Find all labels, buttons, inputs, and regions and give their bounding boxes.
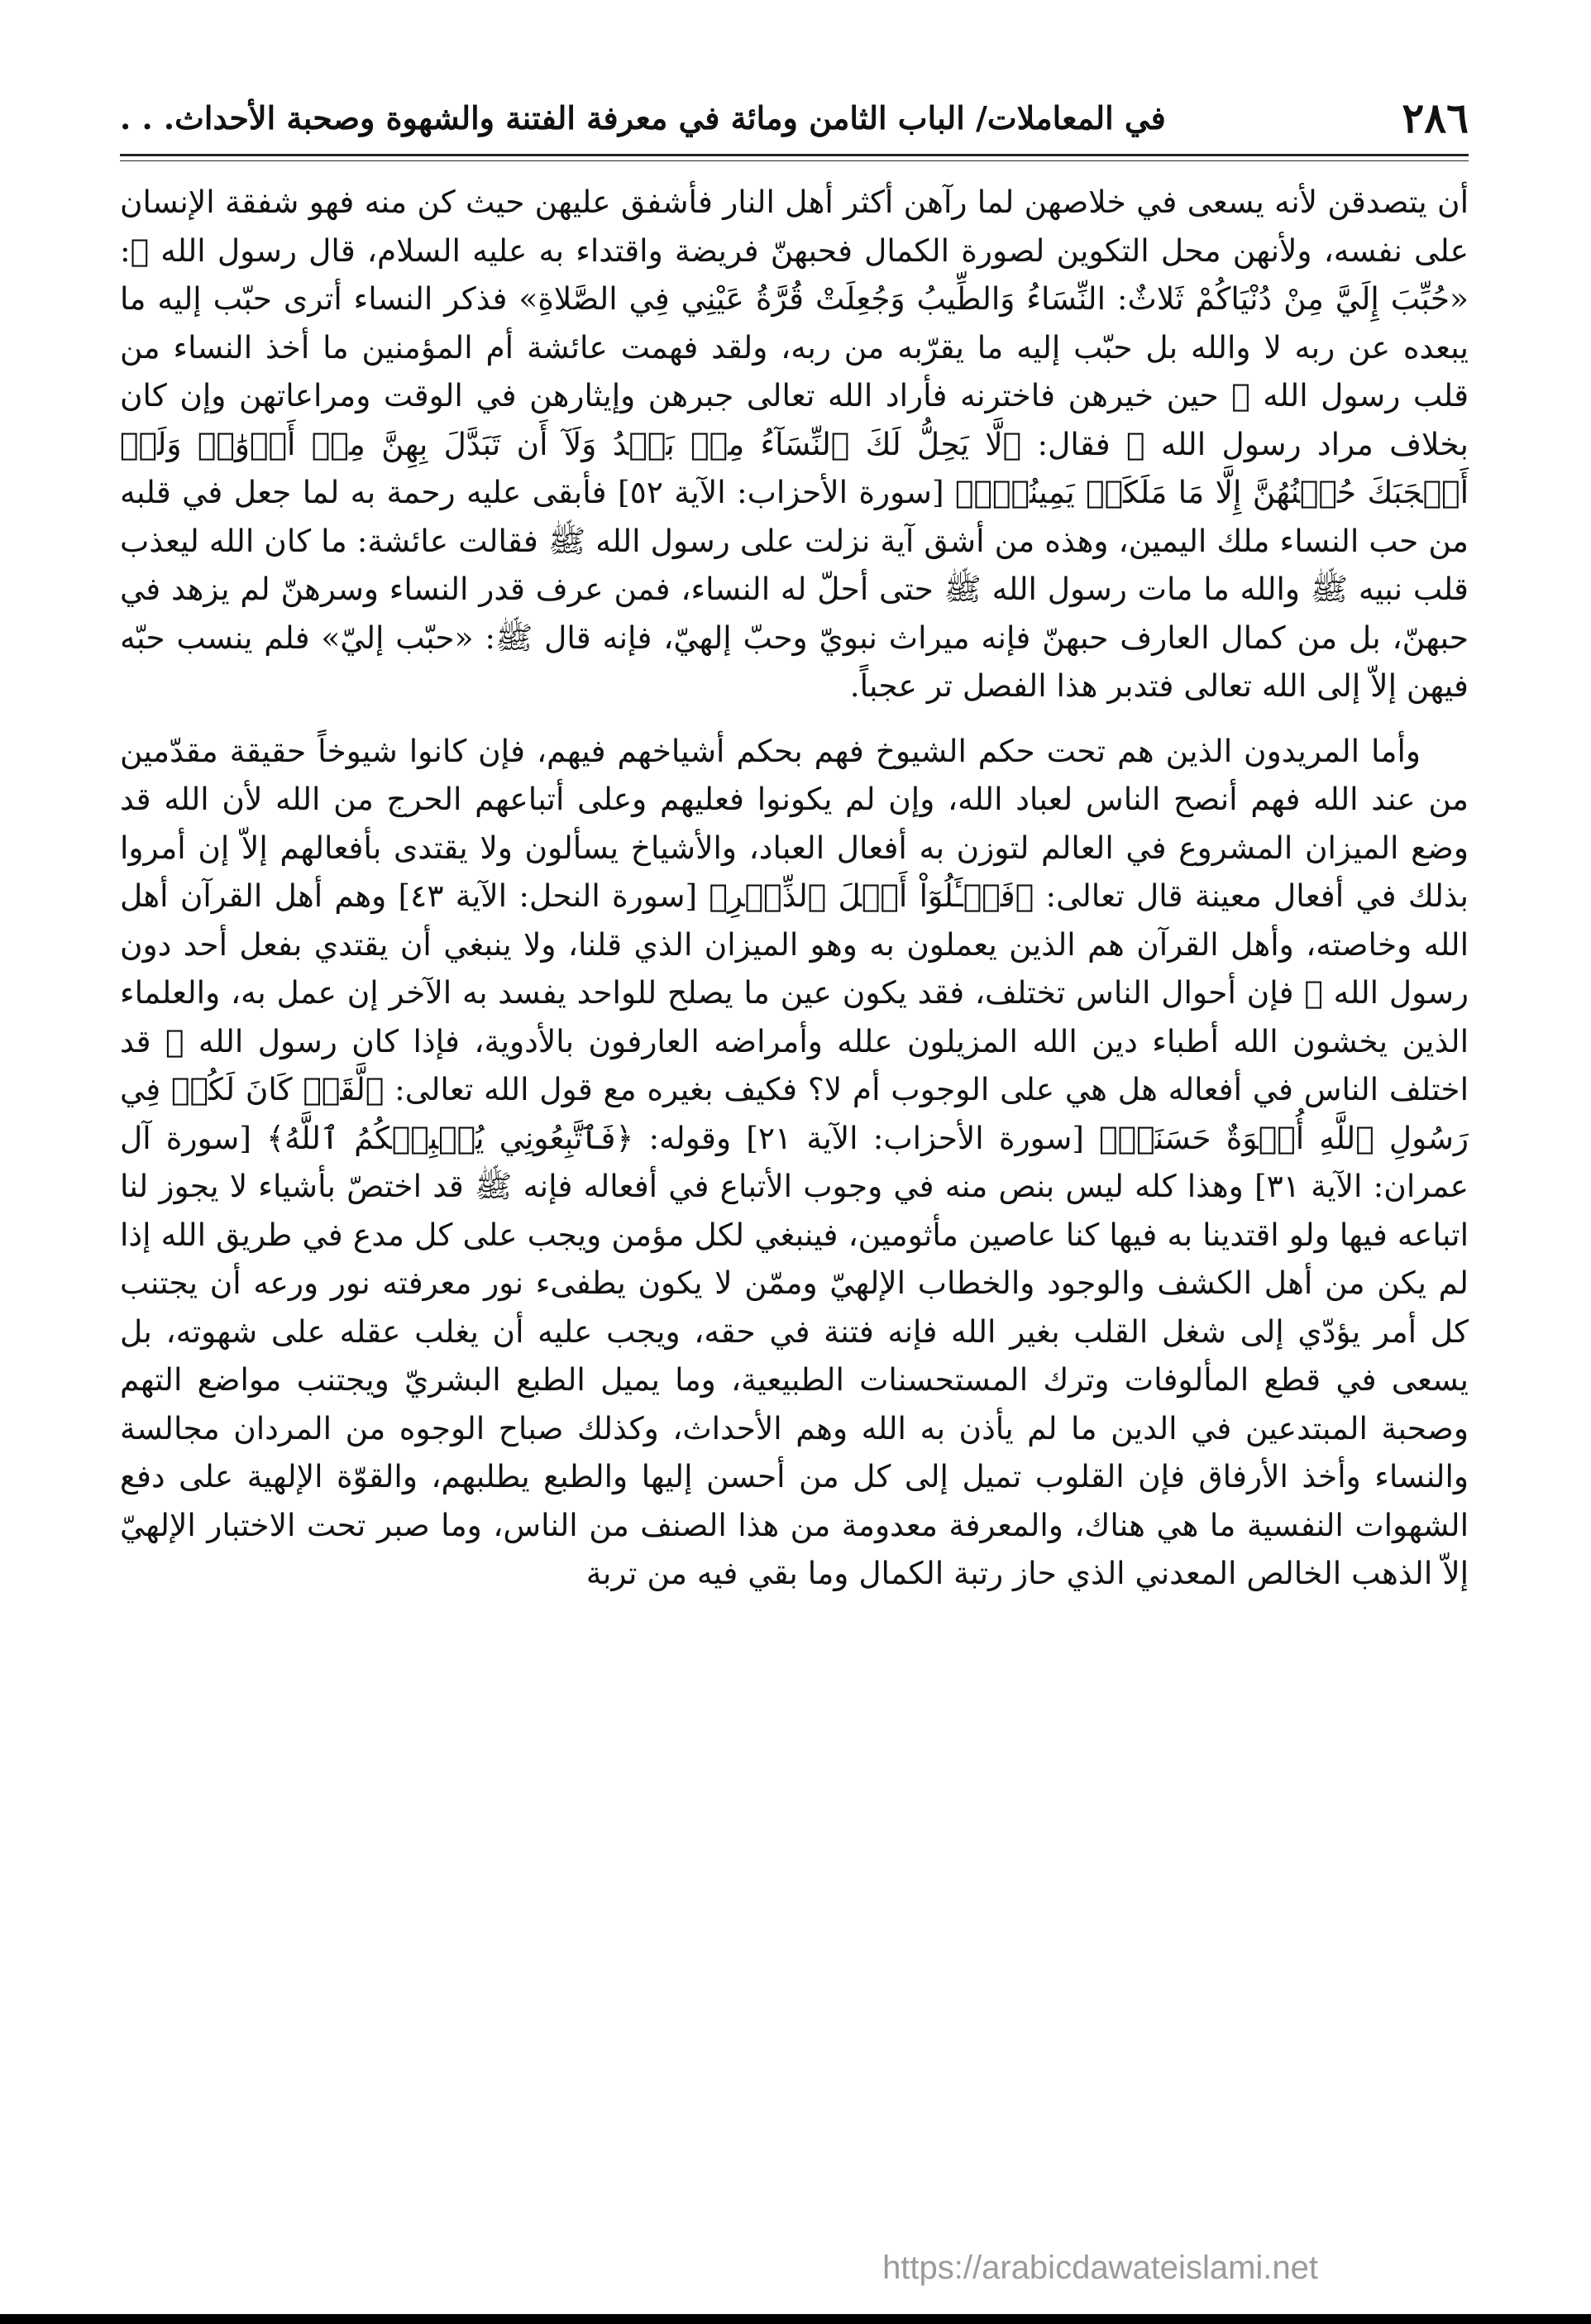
watermark-url: https://arabicdawateislami.net: [882, 2250, 1318, 2286]
page-header: [120, 83, 1469, 152]
page-number: ٢٨٦: [1402, 93, 1469, 142]
running-title: في المعاملات/ الباب الثامن ومائة في معرفة الفتنة والشهوة وصحبة الأحداث. . .: [120, 98, 1166, 136]
header-rule: [120, 154, 1469, 156]
bottom-border: [0, 2314, 1591, 2324]
paragraph-2: وأما المريدون الذين هم تحت حكم الشيوخ فهم بحكم أشياخهم فيهم، فإن كانوا شيوخاً حقيقة مقدّمين من عند الله فهم أنصح الناس لعباد الله، وإن لم يكونوا فعليهم وعلى أتباعهم الحرج من الله لأن الله قد وضع الميزان المشروع في العالم لتوزن به أفعال العباد، والأشياخ يسألون ولا يقتدى بأفعالهم إلاّ إن أمروا بذلك في أفعال معينة قال تعالى: ﴿فَسۡـَٔلُوٓاْ أَهۡلَ ٱلذِّكۡرِ﴾ [سورة النحل: الآية ٤٣] وهم أهل القرآن أهل الله وخاصته، وأهل القرآن هم الذين يعملون به وهو الميزان الذي قلنا، ولا ينبغي أن يقتدي بفعل أحد دون رسول الله ﷺ فإن أحوال الناس تختلف، فقد يكون عين ما يصلح للواحد يفسد به الآخر إن عمل به، والعلماء الذين يخشون الله أطباء دين الله المزيلون علله وأمراضه العارفون بالأدوية، فإذا كان رسول الله ﷺ قد اختلف الناس في أفعاله هل هي على الوجوب أم لا؟ فكيف بغيره مع قول الله تعالى: ﴿لَّقَدۡ كَانَ لَكُمۡ فِي رَسُولِ ٱللَّهِ أُسۡوَةٌ حَسَنَةٞ﴾ [سورة الأحزاب: الآية ٢١] وقوله: ﴿فَٱتَّبِعُونِي يُحۡبِبۡكُمُ ٱللَّهُ﴾ [سورة آل عمران: الآية ٣١] وهذا كله ليس بنص منه في وجوب الأتباع في أفعاله فإنه ﷺ قد اختصّ بأشياء لا يجوز لنا اتباعه فيها ولو اقتدينا به فيها كنا عاصين مأثومين، فينبغي لكل مؤمن ويجب على كل مدع في طريق الله إذا لم يكن من أهل الكشف والوجود والخطاب الإلهيّ وممّن لا يكون يطفىء نور معرفته نور ورعه أن يجتنب كل أمر يؤدّي إلى شغل القلب بغير الله فإنه فتنة في حقه، ويجب عليه أن يغلب عقله على شهوته، بل يسعى في قطع المألوفات وترك المستحسنات الطبيعية، وما يميل الطبع البشريّ ويجتنب مواضع التهم وصحبة المبتدعين في الدين ما لم يأذن به الله وهم الأحداث، وكذلك صباح الوجوه من المردان مجالسة والنساء وأخذ الأرفاق فإن القلوب تميل إلى كل من أحسن إليها والطبع يطلبهم، والقوّة الإلهية على دفع الشهوات النفسية ما هي هناك، والمعرفة معدومة من هذا الصنف من الناس، وما صبر تحت الاختبار الإلهيّ إلاّ الذهب الخالص المعدني الذي حاز رتبة الكمال وما بقي فيه من تربة: [120, 732, 1469, 1591]
header-rule-thin: [120, 160, 1469, 161]
paragraph-1: أن يتصدقن لأنه يسعى في خلاصهن لما رآهن أكثر أهل النار فأشفق عليهن حيث كن منه فهو شفقة الإنسان على نفسه، ولأنهن محل التكوين لصورة الكمال فحبهنّ فريضة واقتداء به عليه السلام، قال رسول الله ﷺ: «حُبِّبَ إِلَيَّ مِنْ دُنْيَاكُمْ ثَلاثٌ: النِّسَاءُ وَالطِّيبُ وَجُعِلَتْ قُرَّةُ عَيْنِي فِي الصَّلاةِ» فذكر النساء أترى حبّب إليه ما يبعده عن ربه لا والله بل حبّب إليه ما يقرّبه من ربه، ولقد فهمت عائشة أم المؤمنين ما أخذ النساء من قلب رسول الله ﷺ حين خيرهن فاخترنه فأراد الله تعالى جبرهن وإيثارهن في الوقت ومراعاتهن وإن كان بخلاف مراد رسول الله ﷺ فقال: ﴿لَّا يَحِلُّ لَكَ ٱلنِّسَآءُ مِنۢ بَعۡدُ وَلَآ أَن تَبَدَّلَ بِهِنَّ مِنۡ أَزۡوَٰجٖ وَلَوۡ أَعۡجَبَكَ حُسۡنُهُنَّ إِلَّا مَا مَلَكَتۡ يَمِينُكَۗ﴾ [سورة الأحزاب: الآية ٥٢] فأبقى عليه رحمة به لما جعل في قلبه من حب النساء ملك اليمين، وهذه من أشق آية نزلت على رسول الله ﷺ فقالت عائشة: ما كان الله ليعذب قلب نبيه ﷺ والله ما مات رسول الله ﷺ حتى أحلّ له النساء، فمن عرف قدر النساء وسرهنّ لم يزهد في حبهنّ، بل من كمال العارف حبهنّ فإنه ميراث نبويّ وحبّ إلهيّ، فإنه قال ﷺ: «حبّب إليّ» فلم ينسب حبّه فيهن إلاّ إلى الله تعالى فتدبر هذا الفصل تر عجباً.: [120, 184, 1469, 704]
page-body: [120, 178, 1469, 1598]
